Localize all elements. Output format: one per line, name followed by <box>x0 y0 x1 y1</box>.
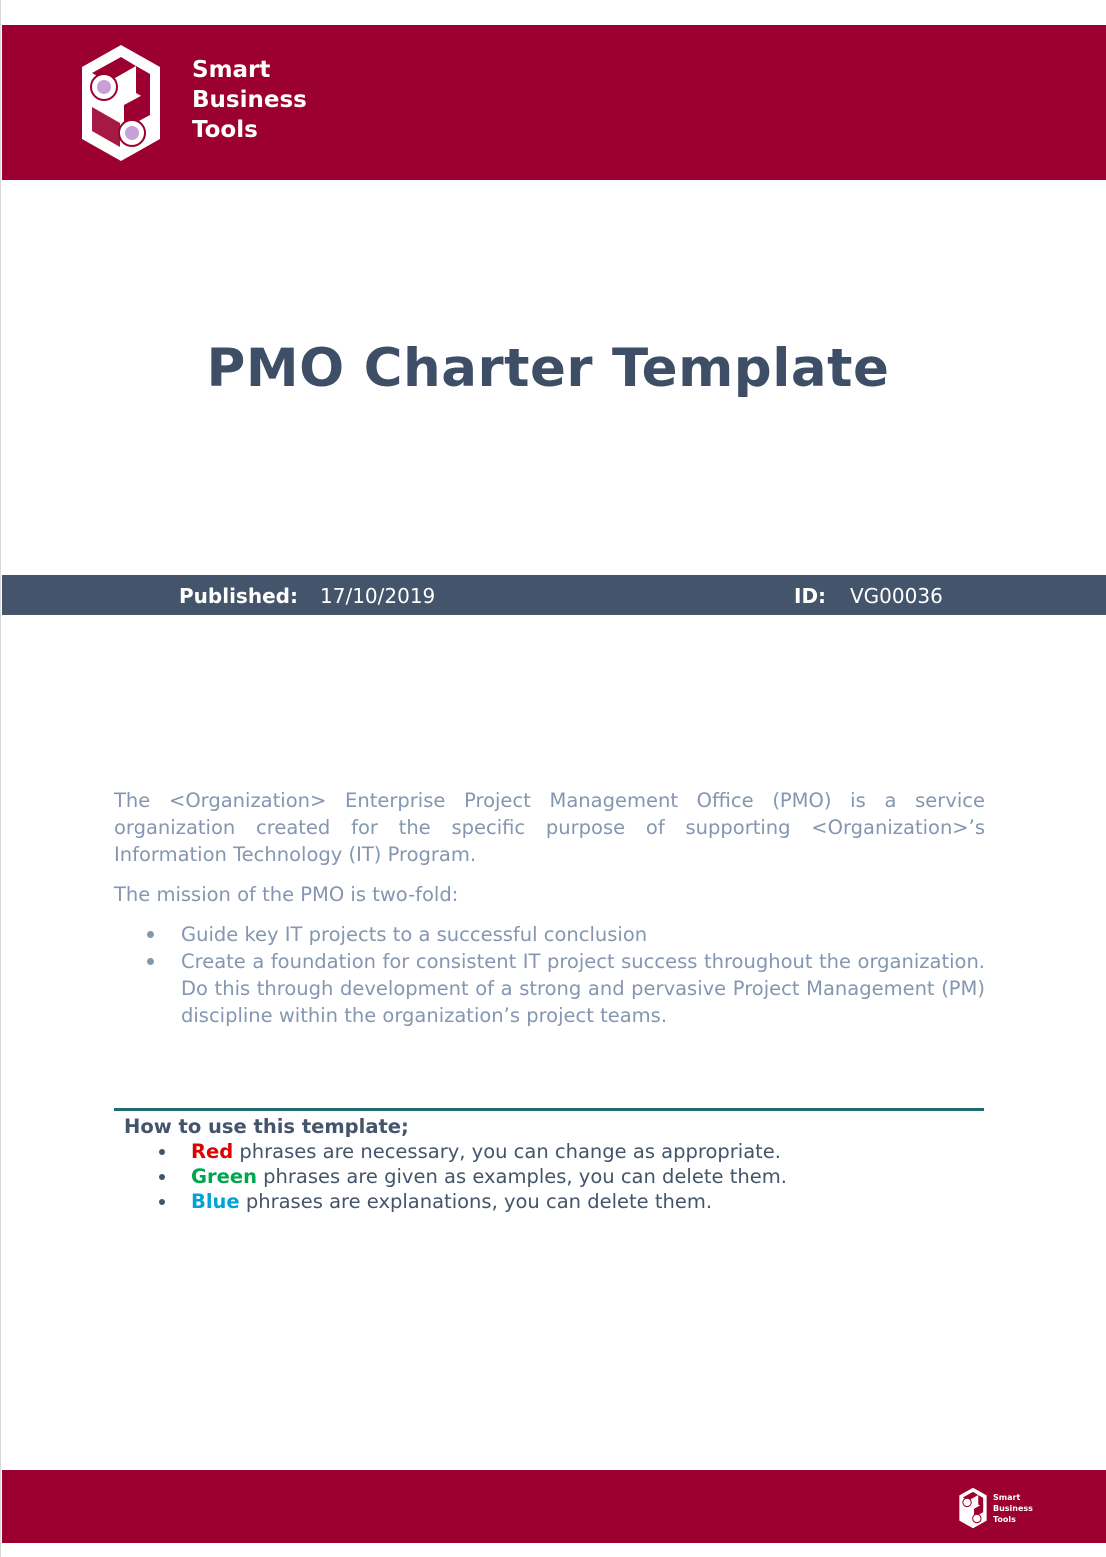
how-to-use-box <box>114 1108 984 1214</box>
color-keyword-blue: Blue <box>191 1190 240 1213</box>
how-to-use-item <box>191 1189 984 1214</box>
document-id: VG00036 <box>850 584 943 608</box>
how-to-use-text: phrases are explanations, you can delete them. <box>239 1190 713 1213</box>
published-label: Published: <box>179 584 298 608</box>
footer-brand-line: Business <box>993 1504 1033 1513</box>
footer-brand-name <box>993 1492 1033 1525</box>
page-edge <box>0 0 1 1557</box>
footer-brand-line: Smart <box>993 1493 1021 1502</box>
metadata-band <box>2 575 1106 615</box>
footer-band <box>2 1470 1106 1543</box>
how-to-use-list <box>114 1139 984 1214</box>
mission-item: Guide key IT projects to a successful conclusion <box>181 921 985 948</box>
brand-name-line: Tools <box>192 117 258 143</box>
how-to-use-text: phrases are necessary, you can change as appropriate. <box>233 1140 782 1163</box>
brand-name <box>192 55 307 145</box>
how-to-use-item <box>191 1139 984 1164</box>
intro-paragraph: The mission of the PMO is two-fold: <box>114 883 459 906</box>
brand-logo-icon <box>80 43 162 163</box>
mission-list <box>114 921 985 1029</box>
how-to-use-item <box>191 1164 984 1189</box>
document-title: PMO Charter Template <box>206 338 890 399</box>
mission-item: Create a foundation for consistent IT project success throughout the organization. Do this through development of a strong and pervasive Project Management (PM) discipline within the organization’s project teams. <box>181 950 985 1027</box>
brand-name-line: Business <box>192 87 307 113</box>
intro-section <box>114 787 985 1029</box>
color-keyword-green: Green <box>191 1165 257 1188</box>
how-to-use-title: How to use this template; <box>124 1115 409 1138</box>
color-keyword-red: Red <box>191 1140 234 1163</box>
id-label: ID: <box>794 584 827 608</box>
how-to-use-text: phrases are given as examples, you can delete them. <box>256 1165 787 1188</box>
intro-paragraph: The <Organization> Enterprise Project Management Office (PMO) is a service organization created for the specific purpose of supporting <Organization>’s Information Technology (IT) Program. <box>114 789 985 866</box>
footer-brand-line: Tools <box>993 1515 1016 1524</box>
brand-name-line: Smart <box>192 57 271 83</box>
header-band <box>2 25 1106 180</box>
footer-logo-icon <box>956 1487 990 1529</box>
published-date: 17/10/2019 <box>320 584 436 608</box>
